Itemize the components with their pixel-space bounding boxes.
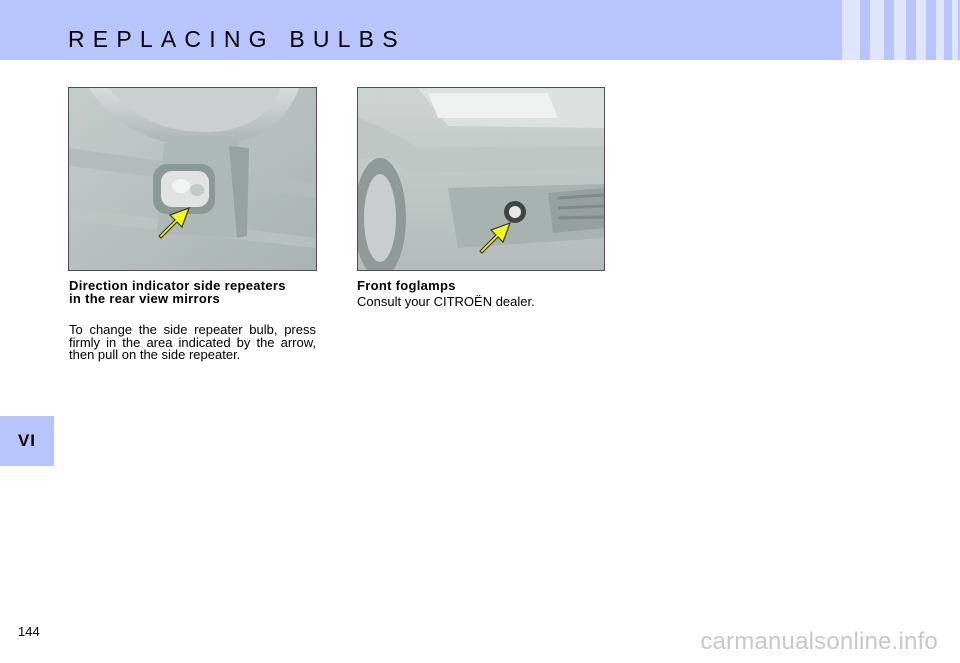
right-section-body: Consult your CITROËN dealer. <box>357 294 535 309</box>
chapter-tab-label: VI <box>17 431 37 450</box>
chapter-tab <box>0 416 54 466</box>
page-number: 144 <box>18 624 40 639</box>
left-section-title: Direction indicator side repeaters in the rear view mirrors <box>69 278 286 306</box>
front-foglamp-photo <box>357 87 605 271</box>
page-title: REPLACING BULBS <box>68 26 406 52</box>
left-section-body: To change the side repeater bulb, press firmly in the area indicated by the arrow, then pull on the side repeater. <box>69 322 316 363</box>
header-band <box>0 0 960 60</box>
watermark: carmanualsonline.info <box>700 628 938 655</box>
side-repeater-photo <box>68 87 317 271</box>
right-section-title: Front foglamps <box>357 278 456 293</box>
